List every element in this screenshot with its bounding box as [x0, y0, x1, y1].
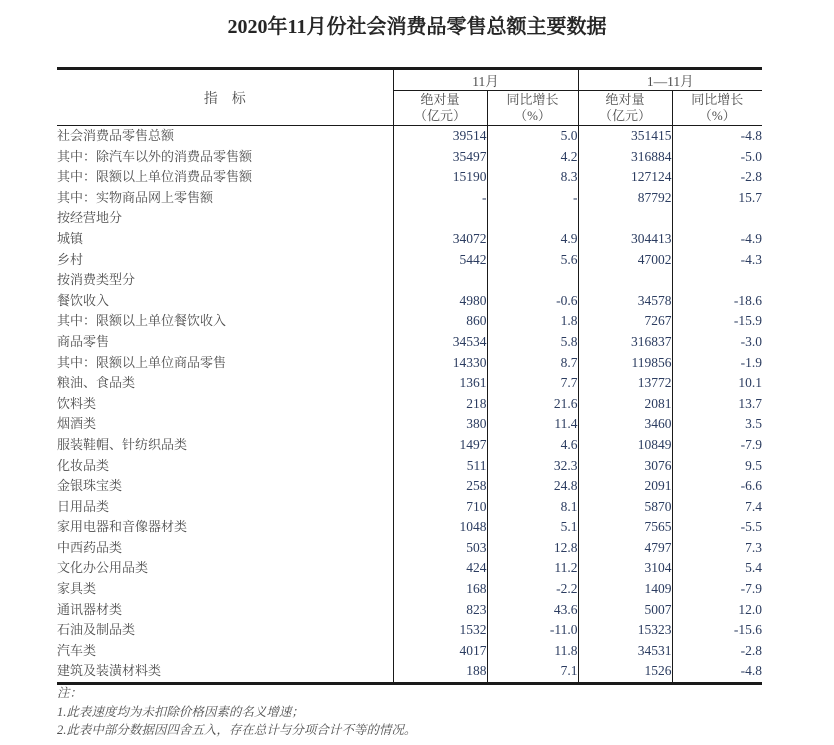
value-cell-nov-yoy: 8.3	[487, 167, 578, 188]
value-cell-cum-yoy: 13.7	[672, 394, 762, 415]
value-cell-cum-yoy: 9.5	[672, 456, 762, 477]
header-row-periods	[57, 69, 762, 91]
page-title: 2020年11月份社会消费品零售总额主要数据	[227, 16, 607, 38]
table-row	[57, 558, 762, 579]
value-cell-cum-abs: 127124	[578, 167, 672, 188]
note-item-1: 1.此表速度均为未扣除价格因素的名义增速；	[57, 704, 304, 719]
indicator-cell: 通讯器材类	[57, 601, 123, 617]
value-cell-cum-yoy: -4.3	[672, 250, 762, 271]
header-nov-absolute	[393, 91, 487, 126]
table-row	[57, 353, 762, 374]
value-cell-cum-yoy: -5.5	[672, 517, 762, 538]
notes-heading: 注：	[57, 686, 83, 700]
value-cell-nov-yoy: 8.1	[487, 497, 578, 518]
value-cell-cum-yoy: -4.9	[672, 229, 762, 250]
value-cell-nov-yoy: 11.4	[487, 414, 578, 435]
table-row	[57, 208, 762, 229]
value-cell-cum-yoy: 10.1	[672, 373, 762, 394]
indicator-cell: 其中：限额以上单位消费品零售额	[57, 169, 253, 185]
indicator-cell: 餐饮收入	[57, 292, 110, 308]
table-row	[57, 641, 762, 662]
value-cell-nov-abs: 1361	[393, 373, 487, 394]
indicator-cell: 家用电器和音像器材类	[57, 519, 188, 535]
value-cell-cum-yoy	[672, 270, 762, 291]
value-cell-nov-abs: 710	[393, 497, 487, 518]
table-body	[57, 126, 762, 684]
value-cell-nov-yoy	[487, 208, 578, 229]
indicator-cell: 化妆品类	[57, 457, 110, 473]
value-cell-cum-yoy: -15.6	[672, 620, 762, 641]
value-cell-cum-abs: 47002	[578, 250, 672, 271]
table-row	[57, 661, 762, 683]
value-cell-cum-yoy: -18.6	[672, 291, 762, 312]
value-cell-cum-abs: 3076	[578, 456, 672, 477]
value-cell-cum-abs: 1526	[578, 661, 672, 683]
indicator-cell: 中西药品类	[57, 539, 123, 555]
table-row	[57, 620, 762, 641]
indicator-cell: 按经营地分	[57, 210, 123, 226]
value-cell-nov-abs: 258	[393, 476, 487, 497]
value-cell-cum-abs: 316884	[578, 147, 672, 168]
value-cell-nov-abs: 424	[393, 558, 487, 579]
value-cell-nov-abs: 1497	[393, 435, 487, 456]
value-cell-nov-yoy: 7.1	[487, 661, 578, 683]
table-row	[57, 373, 762, 394]
header-absolute-label: 绝对量	[420, 92, 460, 107]
value-cell-nov-abs: 503	[393, 538, 487, 559]
indicator-cell: 日用品类	[57, 498, 110, 514]
value-cell-cum-yoy: 15.7	[672, 188, 762, 209]
indicator-cell: 金银珠宝类	[57, 478, 123, 494]
value-cell-cum-abs: 2081	[578, 394, 672, 415]
value-cell-nov-yoy	[487, 270, 578, 291]
value-cell-nov-yoy: 5.1	[487, 517, 578, 538]
value-cell-nov-abs: 1048	[393, 517, 487, 538]
value-cell-nov-yoy: 4.9	[487, 229, 578, 250]
value-cell-nov-yoy: 1.8	[487, 311, 578, 332]
header-absolute-unit: （亿元）	[598, 108, 651, 123]
value-cell-nov-yoy: 4.6	[487, 435, 578, 456]
value-cell-nov-abs: 34072	[393, 229, 487, 250]
value-cell-nov-abs: 14330	[393, 353, 487, 374]
value-cell-nov-yoy: 4.2	[487, 147, 578, 168]
header-absolute-unit: （亿元）	[413, 108, 466, 123]
value-cell-cum-abs: 316837	[578, 332, 672, 353]
value-cell-nov-yoy: 24.8	[487, 476, 578, 497]
value-cell-nov-abs: 39514	[393, 126, 487, 147]
value-cell-cum-abs: 7267	[578, 311, 672, 332]
table-row	[57, 600, 762, 621]
header-period-jan-nov: 1—11月	[578, 69, 762, 91]
value-cell-cum-yoy: -15.9	[672, 311, 762, 332]
value-cell-cum-yoy: -2.8	[672, 641, 762, 662]
table-row	[57, 579, 762, 600]
table-row	[57, 476, 762, 497]
note-item-2: 2.此表中部分数据因四舍五入，存在总计与分项合计不等的情况。	[57, 723, 417, 737]
value-cell-cum-abs: 15323	[578, 620, 672, 641]
indicator-cell: 文化办公用品类	[57, 560, 149, 576]
value-cell-cum-abs: 34531	[578, 641, 672, 662]
value-cell-cum-abs: 34578	[578, 291, 672, 312]
value-cell-nov-yoy: -2.2	[487, 579, 578, 600]
header-cum-absolute	[578, 91, 672, 126]
value-cell-cum-yoy: -3.0	[672, 332, 762, 353]
indicator-cell: 其中：限额以上单位餐饮收入	[57, 313, 227, 329]
header-absolute-label: 绝对量	[605, 92, 645, 107]
table-row	[57, 538, 762, 559]
value-cell-cum-abs: 3104	[578, 558, 672, 579]
table-notes	[57, 684, 416, 740]
indicator-cell: 建筑及装潢材料类	[57, 663, 162, 679]
header-yoy-unit: （%）	[698, 108, 736, 123]
value-cell-cum-abs	[578, 208, 672, 229]
value-cell-cum-yoy: 7.4	[672, 497, 762, 518]
value-cell-cum-yoy	[672, 208, 762, 229]
value-cell-cum-yoy: -6.6	[672, 476, 762, 497]
value-cell-cum-yoy: -1.9	[672, 353, 762, 374]
table-header	[57, 69, 762, 126]
table-row	[57, 517, 762, 538]
value-cell-nov-yoy: 5.8	[487, 332, 578, 353]
value-cell-nov-yoy: 7.7	[487, 373, 578, 394]
value-cell-cum-yoy: 3.5	[672, 414, 762, 435]
table-row	[57, 394, 762, 415]
indicator-cell: 社会消费品零售总额	[57, 128, 175, 143]
indicator-cell: 家具类	[57, 581, 97, 597]
indicator-cell: 其中：限额以上单位商品零售	[57, 354, 227, 370]
indicator-cell: 烟酒类	[57, 416, 97, 432]
indicator-cell: 其中：实物商品网上零售额	[57, 189, 214, 205]
value-cell-nov-yoy: 11.2	[487, 558, 578, 579]
value-cell-cum-abs: 5007	[578, 600, 672, 621]
value-cell-nov-yoy: 5.6	[487, 250, 578, 271]
indicator-cell: 服装鞋帽、针纺织品类	[57, 436, 188, 452]
indicator-cell: 粮油、食品类	[57, 375, 136, 391]
value-cell-cum-yoy: -7.9	[672, 579, 762, 600]
value-cell-cum-yoy: -4.8	[672, 126, 762, 147]
indicator-cell: 石油及制品类	[57, 622, 136, 638]
header-period-november: 11月	[393, 69, 578, 91]
value-cell-nov-yoy: 32.3	[487, 456, 578, 477]
value-cell-nov-abs: 218	[393, 394, 487, 415]
table-row	[57, 414, 762, 435]
value-cell-nov-abs: 823	[393, 600, 487, 621]
value-cell-cum-abs: 2091	[578, 476, 672, 497]
retail-sales-table	[57, 67, 762, 685]
value-cell-nov-abs: -	[393, 188, 487, 209]
table-row	[57, 147, 762, 168]
value-cell-cum-abs: 5870	[578, 497, 672, 518]
table-row	[57, 311, 762, 332]
value-cell-nov-yoy: 11.8	[487, 641, 578, 662]
value-cell-nov-yoy: 21.6	[487, 394, 578, 415]
value-cell-cum-abs: 304413	[578, 229, 672, 250]
table-row	[57, 456, 762, 477]
indicator-cell: 城镇	[57, 230, 84, 246]
indicator-cell: 汽车类	[57, 642, 97, 658]
value-cell-cum-abs: 87792	[578, 188, 672, 209]
value-cell-nov-yoy: -	[487, 188, 578, 209]
value-cell-cum-abs: 3460	[578, 414, 672, 435]
header-cum-yoy	[672, 91, 762, 126]
table-row	[57, 497, 762, 518]
value-cell-nov-yoy: -0.6	[487, 291, 578, 312]
header-yoy-label: 同比增长	[691, 92, 744, 107]
value-cell-cum-yoy: 7.3	[672, 538, 762, 559]
value-cell-cum-yoy: -4.8	[672, 661, 762, 683]
table-row	[57, 270, 762, 291]
header-nov-yoy	[487, 91, 578, 126]
value-cell-nov-abs: 4017	[393, 641, 487, 662]
indicator-cell: 商品零售	[57, 333, 110, 349]
header-yoy-unit: （%）	[514, 108, 551, 123]
value-cell-cum-abs: 351415	[578, 126, 672, 147]
value-cell-nov-abs	[393, 270, 487, 291]
table-row	[57, 167, 762, 188]
value-cell-cum-abs	[578, 270, 672, 291]
value-cell-cum-yoy: 5.4	[672, 558, 762, 579]
value-cell-nov-yoy: -11.0	[487, 620, 578, 641]
indicator-cell: 饮料类	[57, 395, 97, 411]
value-cell-nov-abs: 35497	[393, 147, 487, 168]
indicator-cell: 按消费类型分	[57, 272, 136, 288]
value-cell-cum-abs: 13772	[578, 373, 672, 394]
table-row	[57, 435, 762, 456]
value-cell-nov-abs: 188	[393, 661, 487, 683]
value-cell-cum-abs: 10849	[578, 435, 672, 456]
value-cell-cum-abs: 7565	[578, 517, 672, 538]
value-cell-cum-abs: 4797	[578, 538, 672, 559]
header-yoy-label: 同比增长	[506, 92, 559, 107]
indicator-cell: 其中：除汽车以外的消费品零售额	[57, 148, 253, 164]
indicator-cell: 乡村	[57, 251, 84, 267]
value-cell-nov-abs: 1532	[393, 620, 487, 641]
header-indicator: 指 标	[57, 69, 393, 126]
value-cell-nov-yoy: 8.7	[487, 353, 578, 374]
table-row	[57, 332, 762, 353]
value-cell-nov-abs: 4980	[393, 291, 487, 312]
value-cell-nov-abs: 5442	[393, 250, 487, 271]
value-cell-nov-abs: 860	[393, 311, 487, 332]
value-cell-cum-abs: 1409	[578, 579, 672, 600]
value-cell-nov-abs	[393, 208, 487, 229]
table-row	[57, 126, 762, 147]
table-row	[57, 291, 762, 312]
value-cell-nov-yoy: 43.6	[487, 600, 578, 621]
value-cell-cum-abs: 119856	[578, 353, 672, 374]
table-row	[57, 250, 762, 271]
value-cell-nov-abs: 380	[393, 414, 487, 435]
table-row	[57, 188, 762, 209]
table-row	[57, 229, 762, 250]
value-cell-nov-abs: 34534	[393, 332, 487, 353]
value-cell-cum-yoy: -7.9	[672, 435, 762, 456]
value-cell-nov-abs: 15190	[393, 167, 487, 188]
value-cell-cum-yoy: 12.0	[672, 600, 762, 621]
value-cell-nov-abs: 511	[393, 456, 487, 477]
value-cell-cum-yoy: -5.0	[672, 147, 762, 168]
value-cell-cum-yoy: -2.8	[672, 167, 762, 188]
value-cell-nov-abs: 168	[393, 579, 487, 600]
value-cell-nov-yoy: 12.8	[487, 538, 578, 559]
value-cell-nov-yoy: 5.0	[487, 126, 578, 147]
